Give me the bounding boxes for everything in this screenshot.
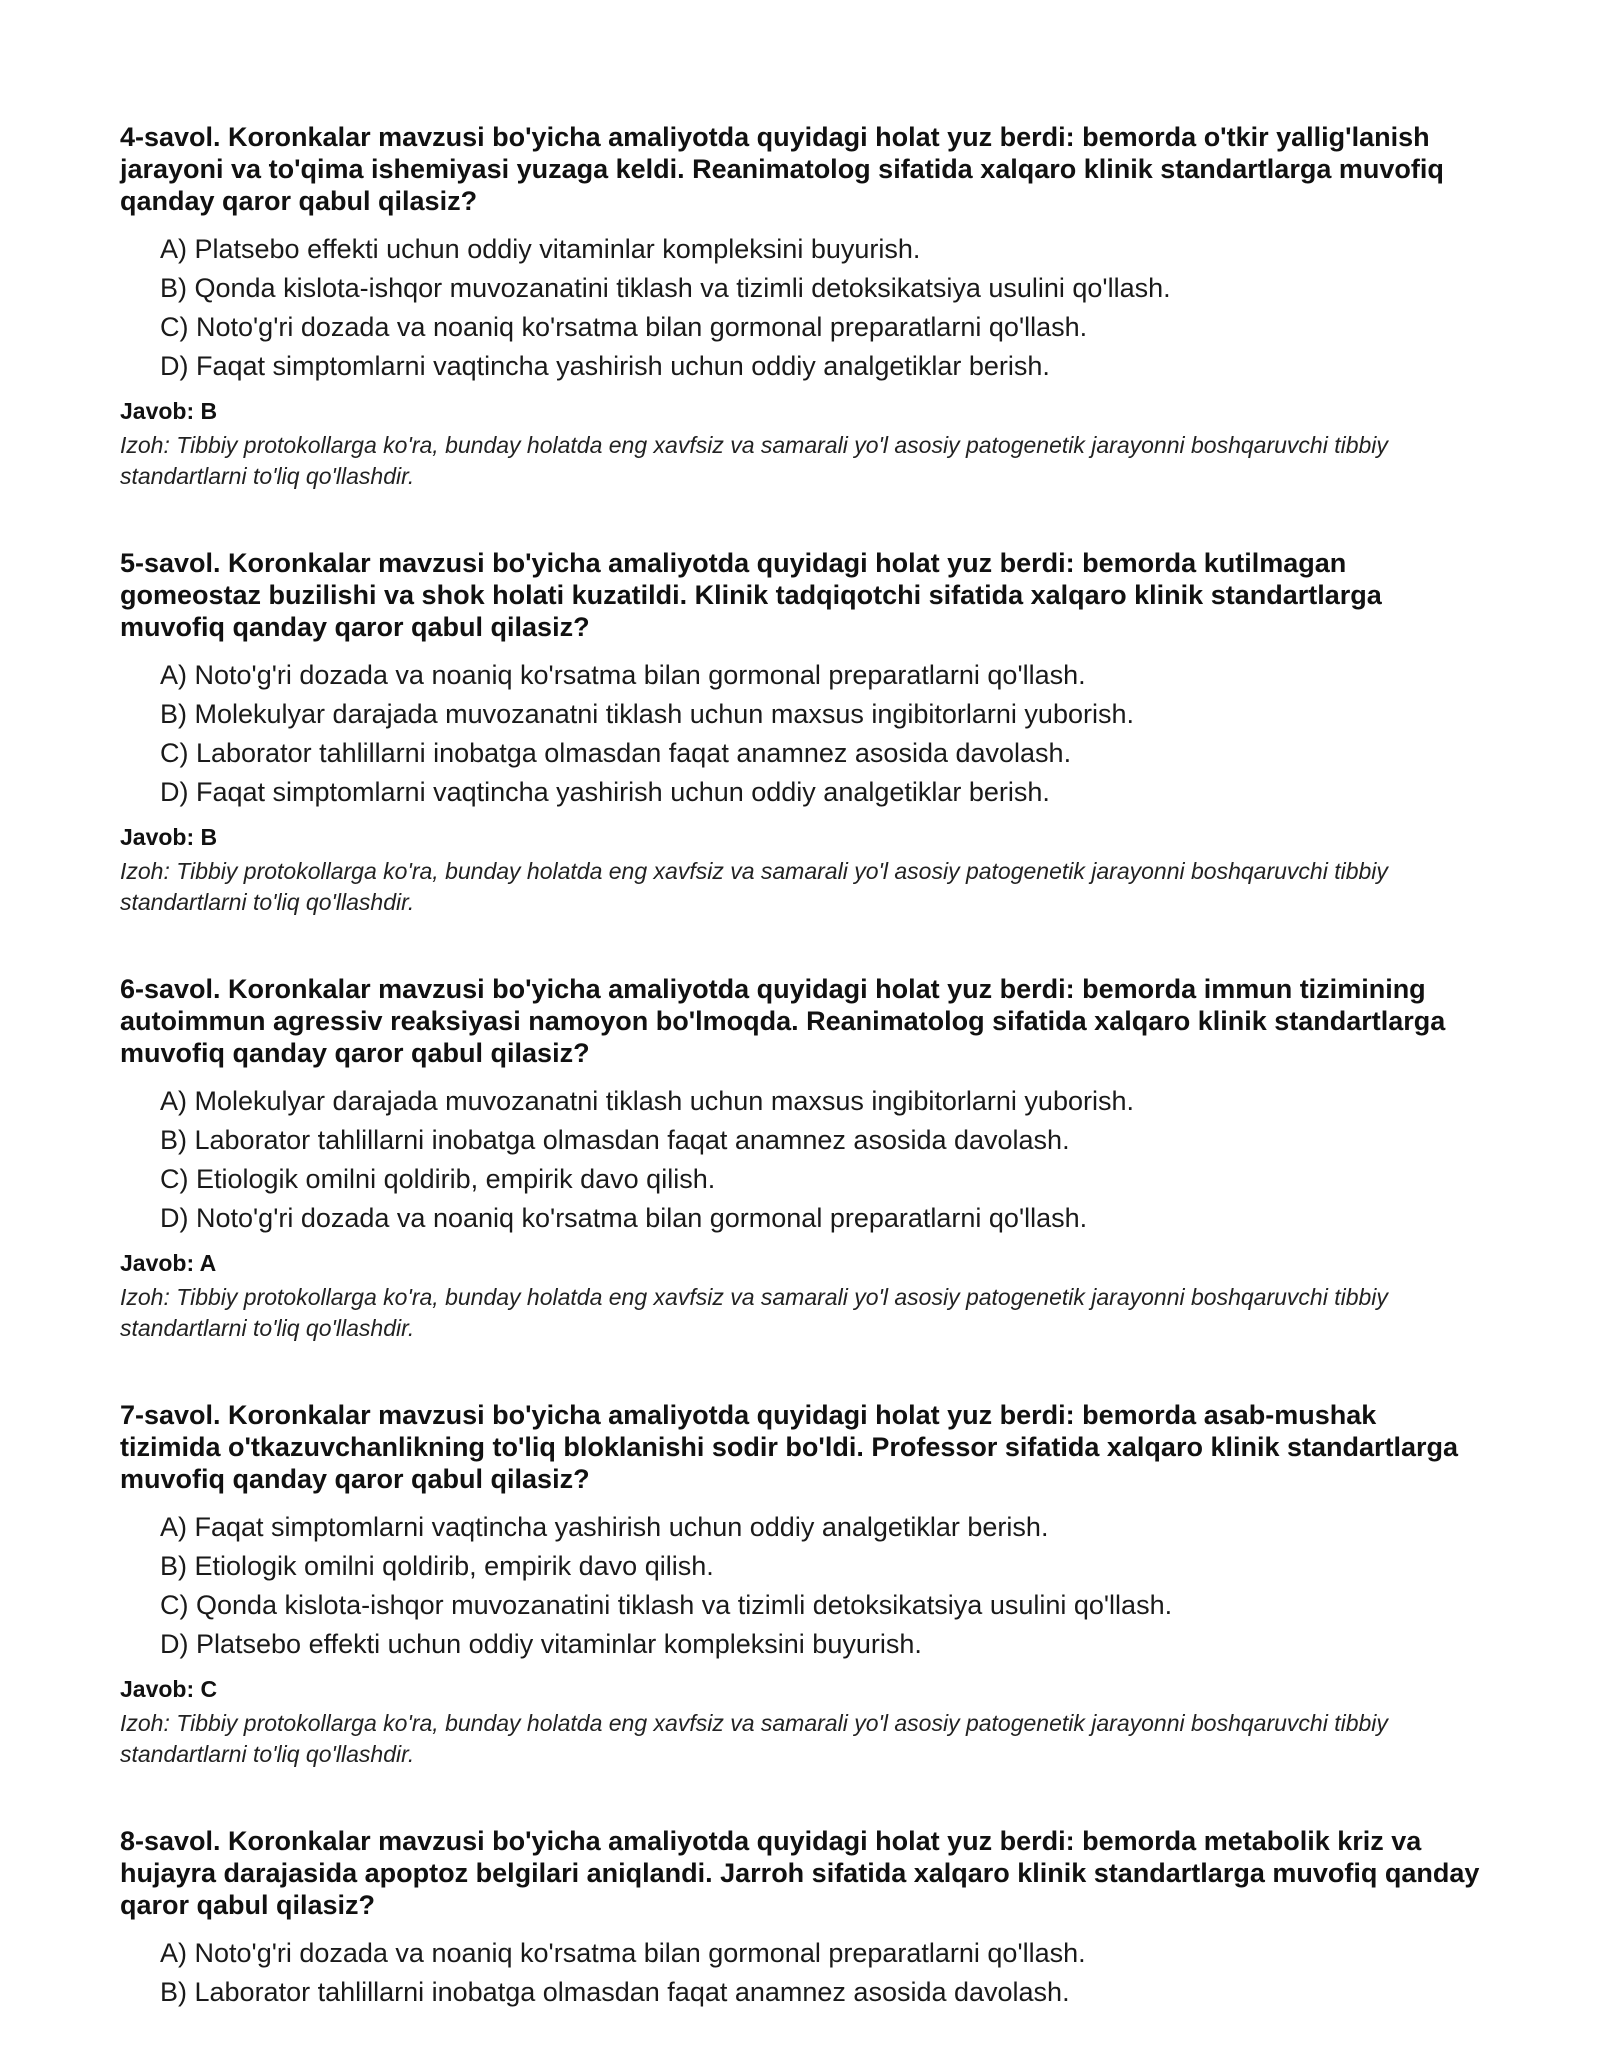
option-b: B) Qonda kislota-ishqor muvozanatini tiklash va tizimli detoksikatsiya usulini qo'llash.	[160, 273, 1171, 303]
question-text: 7-savol. Koronkalar mavzusi bo'yicha amaliyotda quyidagi holat yuz berdi: bemorda asab-mushak tizimida o'tkazuvchanlikning to'liq bloklanishi sodir bo'ldi. Professor sifatida xalqaro klinik standartlarga muvofiq qanday qaror qabul qilasiz?	[120, 1400, 1459, 1494]
question-block	[120, 121, 1480, 492]
explanation-text: Izoh: Tibbiy protokollarga ko'ra, bunday holatda eng xavfsiz va samarali yo'l asosiy patogenetik jarayonni boshqaruvchi tibbiy standartlarni to'liq qo'llashdir.	[120, 1710, 1388, 1767]
option-a: A) Noto'g'ri dozada va noaniq ko'rsatma bilan gormonal preparatlarni qo'llash.	[160, 1938, 1086, 1968]
answer-key: Javob: B	[120, 824, 218, 850]
question-block	[120, 1399, 1480, 1770]
option-b: B) Molekulyar darajada muvozanatni tiklash uchun maxsus ingibitorlarni yuborish.	[160, 699, 1134, 729]
explanation-text: Izoh: Tibbiy protokollarga ko'ra, bunday holatda eng xavfsiz va samarali yo'l asosiy patogenetik jarayonni boshqaruvchi tibbiy standartlarni to'liq qo'llashdir.	[120, 432, 1388, 489]
question-text: 5-savol. Koronkalar mavzusi bo'yicha amaliyotda quyidagi holat yuz berdi: bemorda kutilmagan gomeostaz buzilishi va shok holati kuzatildi. Klinik tadqiqotchi sifatida xalqaro klinik standartlarga muvofiq qanday qaror qabul qilasiz?	[120, 548, 1382, 642]
answer-options	[120, 656, 1480, 812]
option-d: D) Faqat simptomlarni vaqtincha yashirish uchun oddiy analgetiklar berish.	[160, 777, 1050, 807]
answer-options	[120, 1508, 1480, 1664]
option-a: A) Noto'g'ri dozada va noaniq ko'rsatma bilan gormonal preparatlarni qo'llash.	[160, 660, 1086, 690]
option-a: A) Platsebo effekti uchun oddiy vitaminlar kompleksini buyurish.	[160, 234, 921, 264]
question-block	[120, 973, 1480, 1344]
option-a: A) Faqat simptomlarni vaqtincha yashirish uchun oddiy analgetiklar berish.	[160, 1512, 1049, 1542]
option-b: B) Laborator tahlillarni inobatga olmasdan faqat anamnez asosida davolash.	[160, 1125, 1070, 1155]
answer-key: Javob: C	[120, 1676, 218, 1702]
option-c: C) Laborator tahlillarni inobatga olmasdan faqat anamnez asosida davolash.	[160, 738, 1072, 768]
option-d: D) Noto'g'ri dozada va noaniq ko'rsatma bilan gormonal preparatlarni qo'llash.	[160, 1203, 1088, 1233]
question-text: 6-savol. Koronkalar mavzusi bo'yicha amaliyotda quyidagi holat yuz berdi: bemorda immun tizimining autoimmun agressiv reaksiyasi namoyon bo'lmoqda. Reanimatolog sifatida xalqaro klinik standartlarga muvofiq qanday qaror qabul qilasiz?	[120, 974, 1446, 1068]
option-c: C) Noto'g'ri dozada va noaniq ko'rsatma bilan gormonal preparatlarni qo'llash.	[160, 312, 1088, 342]
explanation-text: Izoh: Tibbiy protokollarga ko'ra, bunday holatda eng xavfsiz va samarali yo'l asosiy patogenetik jarayonni boshqaruvchi tibbiy standartlarni to'liq qo'llashdir.	[120, 1284, 1388, 1341]
option-a: A) Molekulyar darajada muvozanatni tiklash uchun maxsus ingibitorlarni yuborish.	[160, 1086, 1134, 1116]
option-d: D) Platsebo effekti uchun oddiy vitaminlar kompleksini buyurish.	[160, 1629, 922, 1659]
answer-options	[120, 230, 1480, 386]
option-c: C) Etiologik omilni qoldirib, empirik davo qilish.	[160, 1164, 716, 1194]
option-c: C) Qonda kislota-ishqor muvozanatini tiklash va tizimli detoksikatsiya usulini qo'llash.	[160, 1590, 1173, 1620]
question-text: 4-savol. Koronkalar mavzusi bo'yicha amaliyotda quyidagi holat yuz berdi: bemorda o'tkir yallig'lanish jarayoni va to'qima ishemiyasi yuzaga keldi. Reanimatolog sifatida xalqaro klinik standartlarga muvofiq qanday qaror qabul qilasiz?	[120, 122, 1444, 216]
answer-options	[120, 1082, 1480, 1238]
answer-key: Javob: A	[120, 1250, 217, 1276]
explanation-text: Izoh: Tibbiy protokollarga ko'ra, bunday holatda eng xavfsiz va samarali yo'l asosiy patogenetik jarayonni boshqaruvchi tibbiy standartlarni to'liq qo'llashdir.	[120, 858, 1388, 915]
answer-key: Javob: B	[120, 398, 218, 424]
option-b: B) Etiologik omilni qoldirib, empirik davo qilish.	[160, 1551, 714, 1581]
question-block	[120, 547, 1480, 918]
option-d: D) Faqat simptomlarni vaqtincha yashirish uchun oddiy analgetiklar berish.	[160, 351, 1050, 381]
option-b: B) Laborator tahlillarni inobatga olmasdan faqat anamnez asosida davolash.	[160, 1977, 1070, 2007]
answer-options	[120, 1934, 1480, 2012]
question-text: 8-savol. Koronkalar mavzusi bo'yicha amaliyotda quyidagi holat yuz berdi: bemorda metabolik kriz va hujayra darajasida apoptoz belgilari aniqlandi. Jarroh sifatida xalqaro klinik standartlarga muvofiq qanday qaror qabul qilasiz?	[120, 1826, 1480, 1920]
question-block	[120, 1825, 1480, 2012]
